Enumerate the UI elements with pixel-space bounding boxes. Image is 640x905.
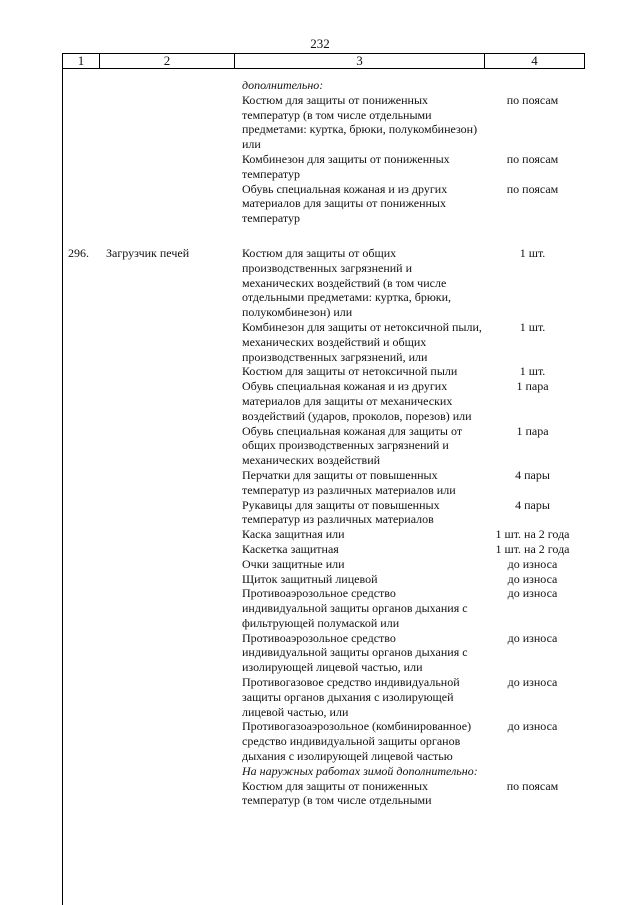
row-norm: 1 шт. на 2 года bbox=[495, 527, 570, 542]
row-item: Обувь специальная кожаная и из других материалов для защиты от пониженных температур bbox=[242, 181, 448, 226]
row-profession bbox=[106, 542, 242, 557]
row-number bbox=[62, 424, 106, 468]
row-number bbox=[62, 631, 106, 675]
table-row bbox=[62, 320, 583, 364]
table-header bbox=[62, 53, 585, 69]
section-entry-296 bbox=[62, 246, 583, 808]
row-norm bbox=[482, 78, 583, 93]
row-profession bbox=[106, 675, 242, 719]
table-row bbox=[62, 631, 583, 675]
header-col-3: 3 bbox=[235, 54, 485, 68]
row-norm: 4 пары bbox=[515, 467, 550, 482]
row-profession bbox=[106, 779, 242, 809]
header-col-1: 1 bbox=[63, 54, 100, 68]
row-item: Перчатки для защиты от повышенных температур из различных материалов или bbox=[242, 467, 456, 497]
row-number bbox=[62, 93, 106, 152]
header-col-4: 4 bbox=[531, 53, 538, 68]
row-norm: 1 шт. bbox=[519, 245, 546, 260]
row-profession bbox=[106, 93, 242, 152]
row-number bbox=[62, 572, 106, 587]
page-number: 232 bbox=[310, 36, 330, 51]
row-item: Каска защитная или bbox=[242, 527, 345, 542]
row-profession bbox=[106, 498, 242, 528]
row-item: Каскетка защитная bbox=[242, 541, 339, 556]
row-number bbox=[62, 542, 106, 557]
row-profession bbox=[106, 379, 242, 423]
row-profession bbox=[106, 572, 242, 587]
row-norm: 1 пара bbox=[516, 423, 549, 438]
row-profession bbox=[106, 586, 242, 630]
row-norm: по поясам bbox=[506, 778, 559, 793]
row-number bbox=[62, 498, 106, 528]
row-profession bbox=[106, 424, 242, 468]
row-number bbox=[62, 152, 106, 182]
table-row bbox=[62, 379, 583, 423]
row-profession bbox=[106, 527, 242, 542]
table-row bbox=[62, 182, 583, 226]
row-norm: 1 шт. bbox=[519, 319, 546, 334]
row-number bbox=[62, 364, 106, 379]
row-norm: до износа bbox=[507, 719, 558, 734]
row-number bbox=[62, 586, 106, 630]
row-item: Щиток защитный лицевой bbox=[242, 571, 378, 586]
header-col-2: 2 bbox=[100, 54, 235, 68]
row-profession bbox=[106, 557, 242, 572]
table-row bbox=[62, 527, 583, 542]
row-number bbox=[62, 527, 106, 542]
row-item: Противоаэрозольное средство индивидуальной защиты органов дыхания с фильтрующей полумаской или bbox=[242, 586, 468, 630]
row-number bbox=[62, 379, 106, 423]
table-row bbox=[62, 93, 583, 152]
row-profession bbox=[106, 468, 242, 498]
row-number bbox=[62, 182, 106, 226]
row-norm: до износа bbox=[507, 586, 558, 601]
row-norm: по поясам bbox=[506, 181, 559, 196]
row-number bbox=[62, 557, 106, 572]
row-number bbox=[62, 779, 106, 809]
row-item: Комбинезон для защиты от пониженных температур bbox=[242, 151, 450, 181]
row-profession bbox=[106, 719, 242, 763]
row-norm: до износа bbox=[507, 675, 558, 690]
row-item: дополнительно: bbox=[242, 78, 324, 92]
row-profession: Загрузчик печей bbox=[106, 245, 190, 260]
row-item: Противоаэрозольное средство индивидуальной защиты органов дыхания с изолирующей лицевой частью, или bbox=[242, 630, 468, 675]
row-norm: 1 шт. на 2 года bbox=[495, 541, 570, 556]
row-profession bbox=[106, 631, 242, 675]
table-row bbox=[62, 719, 583, 763]
table-row bbox=[62, 675, 583, 719]
table-row bbox=[62, 152, 583, 182]
table-row bbox=[62, 764, 583, 779]
row-profession bbox=[106, 764, 242, 779]
row-norm: 1 пара bbox=[516, 379, 549, 394]
row-norm: до износа bbox=[507, 556, 558, 571]
row-item: Костюм для защиты от общих производственных загрязнений и механических воздействий (в том числе отдельными предметами: куртка, брюки, полукомбинезон) или bbox=[242, 245, 452, 320]
row-norm: 4 пары bbox=[515, 497, 550, 512]
table-row bbox=[62, 78, 583, 93]
row-number bbox=[62, 78, 106, 93]
table-row bbox=[62, 542, 583, 557]
row-number bbox=[62, 320, 106, 364]
row-profession bbox=[106, 78, 242, 93]
row-profession bbox=[106, 152, 242, 182]
row-item: Костюм для защиты от пониженных температур (в том числе отдельными bbox=[242, 778, 432, 808]
row-norm: по поясам bbox=[506, 151, 559, 166]
row-item: Обувь специальная кожаная и из других материалов для защиты от механических воздействий (ударов, проколов, порезов) или bbox=[242, 379, 472, 423]
table-row bbox=[62, 557, 583, 572]
row-profession bbox=[106, 320, 242, 364]
row-number bbox=[62, 468, 106, 498]
row-number bbox=[62, 675, 106, 719]
row-number: 296. bbox=[68, 245, 89, 260]
row-item: Очки защитные или bbox=[242, 556, 345, 571]
table-body bbox=[62, 78, 583, 808]
table-row bbox=[62, 246, 583, 320]
row-item: Обувь специальная кожаная для защиты от общих производственных загрязнений и механических воздействий bbox=[242, 423, 463, 468]
row-item: Комбинезон для защиты от нетоксичной пыли, механических воздействий и общих производственных загрязнений, или bbox=[242, 319, 482, 364]
row-item: Противогазовое средство индивидуальной защиты органов дыхания с изолирующей лицевой частью, или bbox=[242, 675, 460, 719]
section-continuation bbox=[62, 78, 583, 226]
row-item: Костюм для защиты от пониженных температур (в том числе отдельными предметами: куртка, брюки, полукомбинезон) или bbox=[242, 92, 478, 152]
row-item: На наружных работах зимой дополнительно: bbox=[242, 763, 478, 778]
table-row bbox=[62, 572, 583, 587]
row-item: Костюм для защиты от нетоксичной пыли bbox=[242, 364, 458, 379]
row-norm: по поясам bbox=[506, 92, 559, 107]
row-number bbox=[62, 719, 106, 763]
row-profession bbox=[106, 182, 242, 226]
table-row bbox=[62, 498, 583, 528]
table-row bbox=[62, 586, 583, 630]
row-item: Рукавицы для защиты от повышенных температур из различных материалов bbox=[242, 497, 440, 527]
row-item: Противогазоаэрозольное (комбинированное) средство индивидуальной защиты органов дыхания с изолирующей лицевой частью bbox=[242, 719, 472, 764]
table-row bbox=[62, 424, 583, 468]
row-norm: до износа bbox=[507, 630, 558, 645]
row-profession bbox=[106, 364, 242, 379]
table-row bbox=[62, 364, 583, 379]
row-norm bbox=[482, 764, 583, 779]
table-row bbox=[62, 468, 583, 498]
table-row bbox=[62, 779, 583, 809]
row-number bbox=[62, 764, 106, 779]
row-norm: 1 шт. bbox=[519, 364, 546, 379]
row-norm: до износа bbox=[507, 571, 558, 586]
